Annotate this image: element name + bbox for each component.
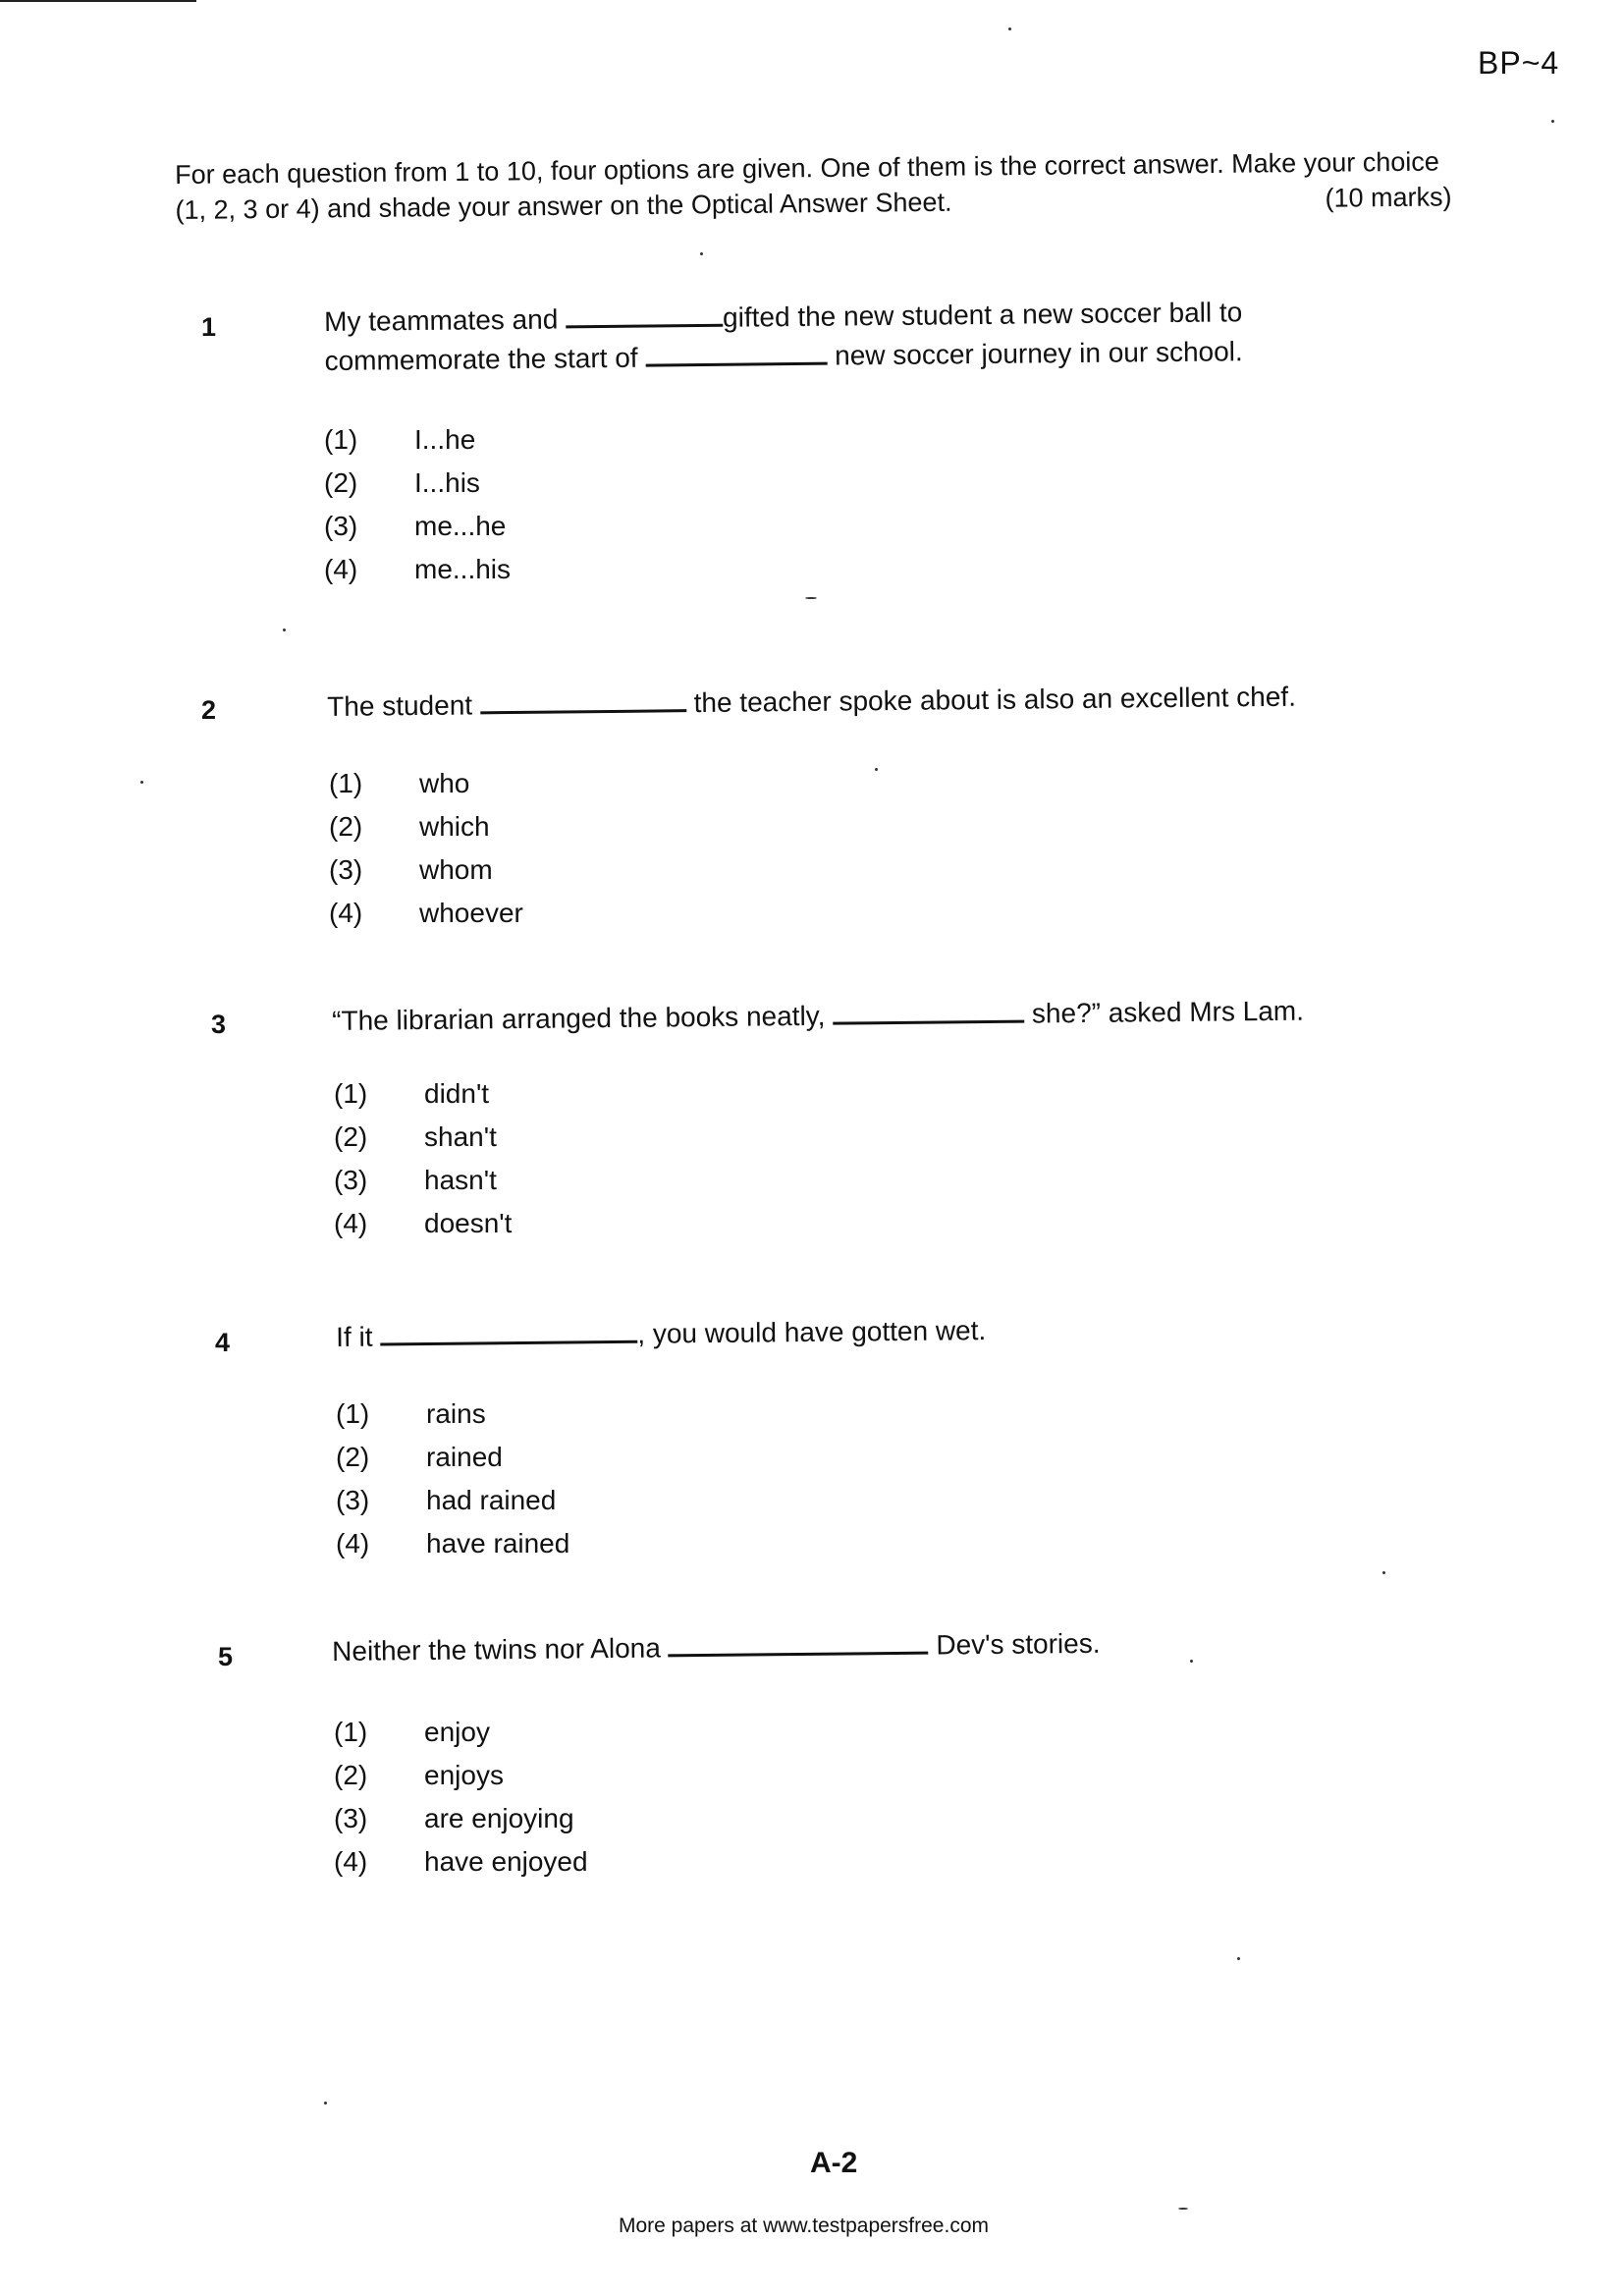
option-text: hasn't <box>424 1165 497 1195</box>
option-text: are enjoying <box>424 1803 574 1833</box>
instructions-text: For each question from 1 to 10, four options are given. One of them is the correct answer. Make your choice (1, 2, 3 or 4) and shade your answer on the Optical Answer Sheet. <box>175 146 1439 225</box>
option-number: (4) <box>324 554 358 584</box>
option-text: which <box>419 811 490 842</box>
option-2[interactable] <box>324 462 511 505</box>
option-2[interactable] <box>329 805 523 848</box>
options-list <box>334 1711 588 1884</box>
option-text: enjoy <box>424 1717 490 1747</box>
stem-part: Neither the twins nor Alona <box>332 1632 661 1667</box>
scan-edge-line <box>0 0 196 2</box>
total-marks: (10 marks) <box>1325 182 1452 213</box>
option-2[interactable] <box>336 1436 569 1479</box>
scan-speck <box>1237 1957 1240 1960</box>
option-text: rains <box>426 1398 486 1429</box>
option-number: (1) <box>336 1398 370 1429</box>
option-text: have rained <box>426 1528 570 1558</box>
stem-part: the teacher spoke about is also an excellent chef. <box>693 681 1297 719</box>
option-number: (3) <box>334 1165 368 1195</box>
option-text: me...he <box>414 511 507 541</box>
question-number: 5 <box>218 1642 234 1671</box>
question-number: 2 <box>201 695 217 725</box>
options-list <box>334 1072 512 1245</box>
option-1[interactable] <box>324 418 511 462</box>
question-number: 4 <box>215 1328 231 1357</box>
option-1[interactable] <box>336 1393 569 1436</box>
question-number: 1 <box>201 312 217 342</box>
option-text: didn't <box>424 1078 490 1109</box>
option-number: (2) <box>334 1121 368 1152</box>
question-stem <box>336 1307 1367 1357</box>
question-number: 3 <box>211 1010 227 1039</box>
question-stem <box>327 677 1358 727</box>
option-3[interactable] <box>324 505 511 548</box>
answer-blank <box>380 1319 637 1346</box>
stem-part: Dev's stories. <box>936 1627 1101 1661</box>
question-stem <box>332 991 1363 1041</box>
option-number: (1) <box>334 1078 368 1109</box>
option-4[interactable] <box>324 548 511 591</box>
option-number: (3) <box>324 511 358 541</box>
option-3[interactable] <box>334 1797 588 1840</box>
stem-part: gifted the new student a new soccer ball to commemorate the start of <box>324 297 1243 376</box>
stem-part: If it <box>336 1321 373 1352</box>
scan-speck <box>1178 2208 1188 2210</box>
option-1[interactable] <box>334 1072 512 1116</box>
option-text: enjoys <box>424 1760 504 1790</box>
question-stem <box>332 1621 1363 1671</box>
stem-part: My teammates and <box>324 303 559 337</box>
scan-speck <box>700 252 703 255</box>
option-number: (1) <box>329 768 363 798</box>
option-number: (3) <box>334 1803 368 1833</box>
stem-part: The student <box>327 689 473 722</box>
stem-part: she?” asked Mrs Lam. <box>1031 995 1305 1029</box>
answer-blank <box>645 341 827 367</box>
answer-blank <box>566 302 723 329</box>
option-text: me...his <box>414 554 512 584</box>
paper-code: BP~4 <box>1478 45 1560 81</box>
stem-part: “The librarian arranged the books neatly, <box>332 1000 826 1036</box>
option-3[interactable] <box>334 1159 512 1202</box>
scan-speck <box>1008 27 1011 30</box>
answer-blank <box>668 1630 928 1658</box>
option-number: (2) <box>329 811 363 842</box>
option-text: doesn't <box>424 1208 513 1238</box>
scan-speck <box>140 781 143 784</box>
option-text: I...he <box>414 424 476 455</box>
option-number: (2) <box>336 1442 370 1472</box>
scan-speck <box>1551 120 1554 123</box>
option-text: whoever <box>419 898 523 928</box>
option-number: (4) <box>334 1208 368 1238</box>
scan-speck <box>324 2102 327 2105</box>
option-number: (2) <box>324 467 358 498</box>
option-text: rained <box>426 1442 503 1472</box>
option-number: (3) <box>329 854 363 885</box>
option-3[interactable] <box>329 848 523 892</box>
scan-speck <box>875 768 878 771</box>
question-stem <box>324 293 1307 381</box>
scan-speck <box>1382 1571 1385 1574</box>
answer-blank <box>480 687 686 714</box>
option-number: (4) <box>336 1528 370 1558</box>
instructions <box>175 143 1452 228</box>
option-text: whom <box>419 854 493 885</box>
source-note: More papers at www.testpapersfree.com <box>619 2214 989 2237</box>
option-text: shan't <box>424 1121 497 1152</box>
option-number: (1) <box>324 424 358 455</box>
option-2[interactable] <box>334 1754 588 1797</box>
option-3[interactable] <box>336 1479 569 1522</box>
options-list <box>329 762 523 935</box>
answer-blank <box>833 999 1024 1025</box>
option-1[interactable] <box>329 762 523 805</box>
option-1[interactable] <box>334 1711 588 1754</box>
stem-part: new soccer journey in our school. <box>835 336 1243 371</box>
option-text: I...his <box>414 467 480 498</box>
option-number: (2) <box>334 1760 368 1790</box>
option-number: (3) <box>336 1485 370 1515</box>
option-text: who <box>419 768 470 798</box>
option-text: have enjoyed <box>424 1846 588 1877</box>
stem-part: , you would have gotten wet. <box>637 1315 987 1349</box>
scan-speck <box>283 629 286 631</box>
page-number: A-2 <box>810 2147 858 2179</box>
options-list <box>324 418 511 591</box>
options-list <box>336 1393 569 1565</box>
option-4[interactable] <box>334 1202 512 1245</box>
option-4[interactable] <box>334 1840 588 1884</box>
option-4[interactable] <box>336 1522 569 1565</box>
option-number: (1) <box>334 1717 368 1747</box>
option-number: (4) <box>329 898 363 928</box>
scan-speck <box>805 597 817 599</box>
scan-speck <box>1190 1660 1193 1663</box>
option-text: had rained <box>426 1485 557 1515</box>
option-4[interactable] <box>329 892 523 935</box>
option-2[interactable] <box>334 1116 512 1159</box>
option-number: (4) <box>334 1846 368 1877</box>
